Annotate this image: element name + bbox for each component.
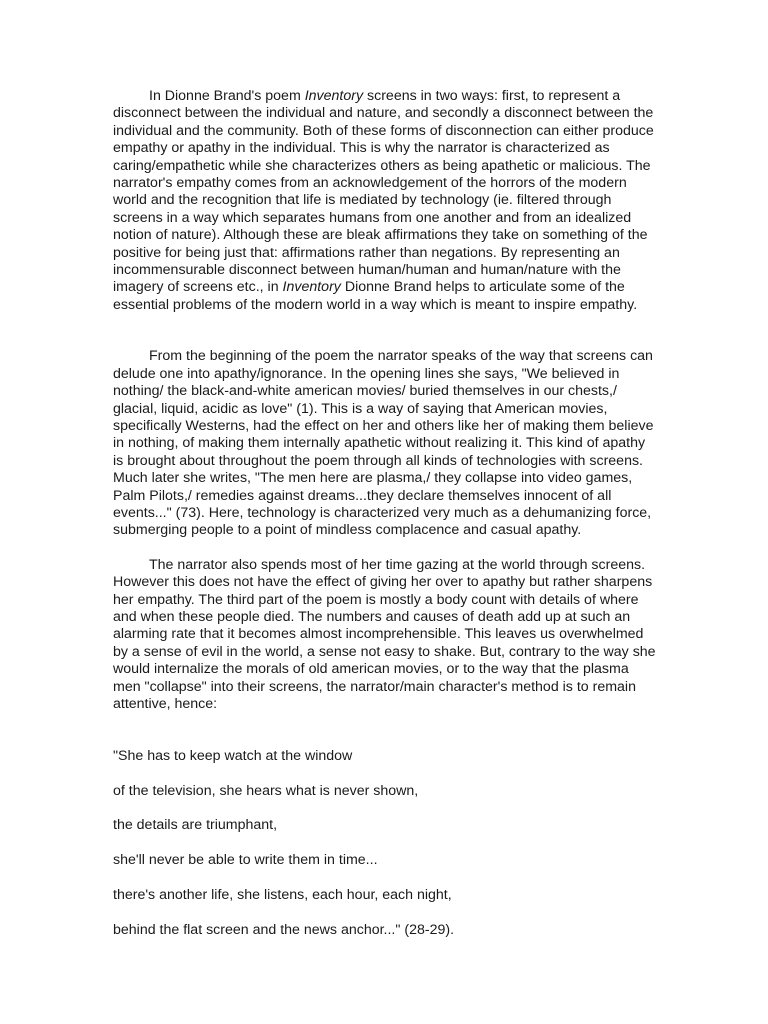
quote-line: of the television, she hears what is never shown,: [113, 782, 419, 799]
paragraph-2: [113, 348, 658, 539]
quote-line: she'll never be able to write them in time...: [113, 852, 378, 869]
block-quote: [113, 730, 658, 956]
paragraph-1: [113, 88, 658, 314]
quote-line: behind the flat screen and the news anchor..." (28-29).: [113, 921, 455, 938]
quote-line: the details are triumphant,: [113, 817, 278, 834]
p1-title-italic-2: Inventory: [282, 279, 341, 296]
quote-line: "She has to keep watch at the window: [113, 747, 353, 764]
quote-line: there's another life, she listens, each hour, each night,: [113, 887, 452, 904]
paragraph-3: [113, 557, 658, 714]
p1-text-2: screens in two ways: first, to represent a disconnect between the individual and nature, and secondly a disconnect between the individual and the community. Both of these forms of disconnection can either produce empathy or apathy in the individual. This is why the narrator is characterized as caring/empathetic while she characterizes others as being apathetic or malicious. The narrator's empathy comes from an acknowledgement of the horrors of the modern world and the recognition that life is mediated by technology (ie. filtered through screens in a way which separates humans from one another and from an idealized notion of nature). Although these are bleak affirmations they take on something of the positive for being just that: affirmations rather than negations. By representing an incommensurable disconnect between human/human and human/nature with the imagery of screens etc., in: [113, 88, 654, 296]
document-page: [113, 88, 658, 957]
p1-text-1: In Dionne Brand's poem: [149, 88, 305, 104]
p2-text: From the beginning of the poem the narrator speaks of the way that screens can delude one into apathy/ignorance. In the opening lines she says, "We believed in nothing/ the black-and-white american movies/ buried themselves in our chests,/ glacial, liquid, acidic as love" (1). This is a way of saying that American movies, specifically Westerns, had the effect on her and others like her of making them believe in nothing, of making them internally apathetic without realizing it. This kind of apathy is brought about throughout the poem through all kinds of technologies with screens. Much later she writes, "The men here are plasma,/ they collapse into video games, Palm Pilots,/ remedies against dreams...they declare themselves innocent of all events..." (73). Here, technology is characterized very much as a dehumanizing force, submerging people to a point of mindless complacence and casual apathy.: [113, 348, 654, 539]
p3-text: The narrator also spends most of her time gazing at the world through screens. However this does not have the effect of giving her over to apathy but rather sharpens her empathy. The third part of the poem is mostly a body count with details of where and when these people died. The numbers and causes of death add up at such an alarming rate that it becomes almost incomprehensible. This leaves us overwhelmed by a sense of evil in the world, a sense not easy to shake. But, contrary to the way she would internalize the morals of old american movies, or to the way that the plasma men "collapse" into their screens, the narrator/main character's method is to remain attentive, hence:: [113, 556, 656, 712]
p1-title-italic-1: Inventory: [304, 88, 364, 104]
p1-text-3: Dionne Brand helps to articulate some of the essential problems of the modern world in a way which is meant to inspire empathy.: [113, 279, 638, 313]
